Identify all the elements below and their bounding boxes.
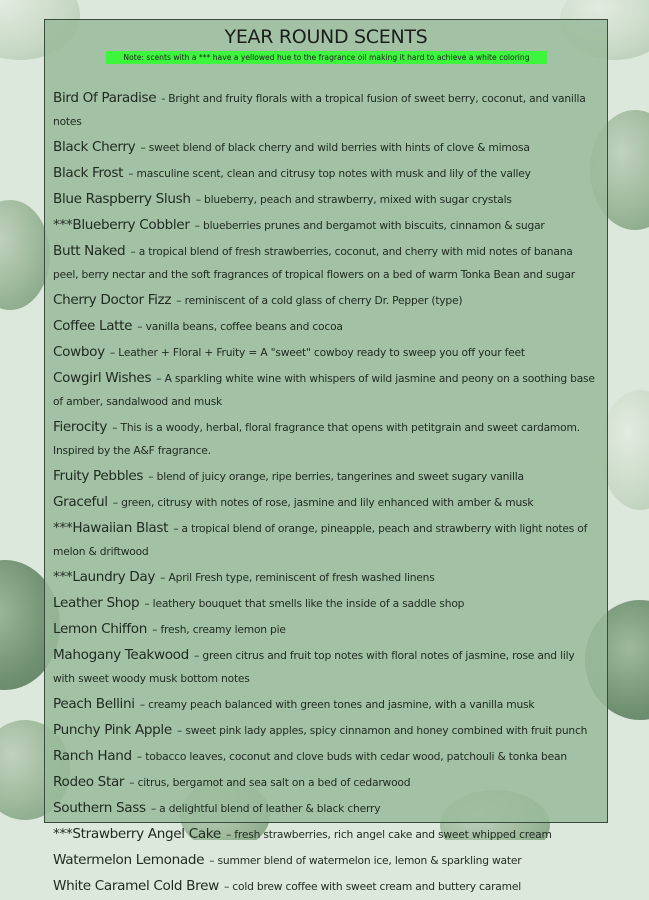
scent-item [53,340,599,363]
scent-name: Blue Raspberry Slush [53,191,191,207]
scent-name: Leather Shop [53,595,140,611]
scent-description: - Bright and fruity florals with a tropical fusion of sweet berry, coconut, and vanilla notes [53,92,586,128]
scent-item [53,161,599,184]
scent-description: – a tropical blend of fresh strawberries, coconut, and cherry with mid notes of banana peel, berry nectar and the soft fragrances of tropical flowers on a bed of warm Tonka Bean and sugar [53,245,575,281]
scent-item [53,822,599,845]
scent-name: Watermelon Lemonade [53,852,205,868]
scent-name: Southern Sass [53,800,146,816]
scent-name: Black Cherry [53,139,136,155]
scent-name: Black Frost [53,165,124,181]
scent-item [53,464,599,487]
scent-description: – summer blend of watermelon ice, lemon & sparkling water [209,854,522,867]
scent-item [53,516,599,562]
scent-item [53,314,599,337]
scent-name: ***Blueberry Cobbler [53,217,190,233]
scent-name: ***Hawaiian Blast [53,520,169,536]
scent-description: – green, citrusy with notes of rose, jasmine and lily enhanced with amber & musk [112,496,534,509]
scent-name: Fierocity [53,419,108,435]
scent-item [53,874,599,897]
scent-item [53,135,599,158]
scent-name: Ranch Hand [53,748,132,764]
scent-description: – a tropical blend of orange, pineapple, peach and strawberry with light notes of melon & driftwood [53,522,588,558]
scent-description: – green citrus and fruit top notes with floral notes of jasmine, rose and lily with sweet woody musk bottom notes [53,649,575,685]
scent-item [53,770,599,793]
scent-name: Rodeo Star [53,774,125,790]
scent-name: Punchy Pink Apple [53,722,172,738]
scent-name: Lemon Chiffon [53,621,148,637]
scent-description: – leathery bouquet that smells like the inside of a saddle shop [144,597,465,610]
scent-name: Graceful [53,494,108,510]
scent-name: Fruity Pebbles [53,468,144,484]
scent-item [53,239,599,285]
scent-description: – blueberries prunes and bergamot with biscuits, cinnamon & sugar [194,219,545,232]
scent-name: Butt Naked [53,243,126,259]
page-title: YEAR ROUND SCENTS [224,26,428,48]
scent-item [53,86,599,132]
scent-name: Bird Of Paradise [53,90,157,106]
scent-description: – April Fresh type, reminiscent of fresh washed linens [160,571,435,584]
scent-description: – creamy peach balanced with green tones and jasmine, with a vanilla musk [139,698,535,711]
scent-description: – vanilla beans, coffee beans and cocoa [137,320,343,333]
scent-description: – This is a woody, herbal, floral fragrance that opens with petitgrain and sweet cardamom. Inspired by the A&F fragrance. [53,421,580,457]
scent-item [53,744,599,767]
scent-name: Cowboy [53,344,105,360]
scent-item [53,490,599,513]
scent-item [53,366,599,412]
scent-description: – sweet pink lady apples, spicy cinnamon and honey combined with fruit punch [176,724,588,737]
scent-item [53,643,599,689]
scent-description: – masculine scent, clean and citrusy top notes with musk and lily of the valley [128,167,531,180]
scent-description: – fresh, creamy lemon pie [152,623,286,636]
scent-item [53,718,599,741]
scent-description: – blend of juicy orange, ripe berries, tangerines and sweet sugary vanilla [148,470,524,483]
scent-description: – cold brew coffee with sweet cream and buttery caramel [223,880,521,893]
scent-description: – Leather + Floral + Fruity = A "sweet" cowboy ready to sweep you off your feet [109,346,525,359]
scent-item [53,415,599,461]
scent-name: Peach Bellini [53,696,135,712]
scent-description: – A sparkling white wine with whispers of wild jasmine and peony on a soothing base of amber, sandalwood and musk [53,372,595,408]
scent-name: Cowgirl Wishes [53,370,152,386]
scent-description: – tobacco leaves, coconut and clove buds with cedar wood, patchouli & tonka bean [136,750,567,763]
scent-name: ***Strawberry Angel Cake [53,826,221,842]
scent-description: – fresh strawberries, rich angel cake and sweet whipped cream [225,828,552,841]
scent-item [53,848,599,871]
highlighted-note: Note: scents with a *** have a yellowed hue to the fragrance oil making it hard to achieve a white coloring [106,51,547,64]
scent-item [53,692,599,715]
scent-item [53,565,599,588]
scent-name: Mahogany Teakwood [53,647,189,663]
scent-description: – citrus, bergamot and sea salt on a bed of cedarwood [129,776,411,789]
scent-name: ***Laundry Day [53,569,156,585]
scent-item [53,187,599,210]
scent-description: – blueberry, peach and strawberry, mixed with sugar crystals [195,193,512,206]
scent-description: – reminiscent of a cold glass of cherry Dr. Pepper (type) [176,294,463,307]
scent-description: – sweet blend of black cherry and wild berries with hints of clove & mimosa [140,141,530,154]
leaf-decoration [0,200,50,310]
scent-name: White Caramel Cold Brew [53,878,219,894]
scent-description: – a delightful blend of leather & black cherry [150,802,381,815]
scent-item [53,796,599,819]
scent-name: Cherry Doctor Fizz [53,292,172,308]
scent-item [53,591,599,614]
scent-item [53,617,599,640]
scent-name: Coffee Latte [53,318,133,334]
scent-item [53,288,599,311]
scent-item [53,213,599,236]
scent-list [53,86,599,900]
